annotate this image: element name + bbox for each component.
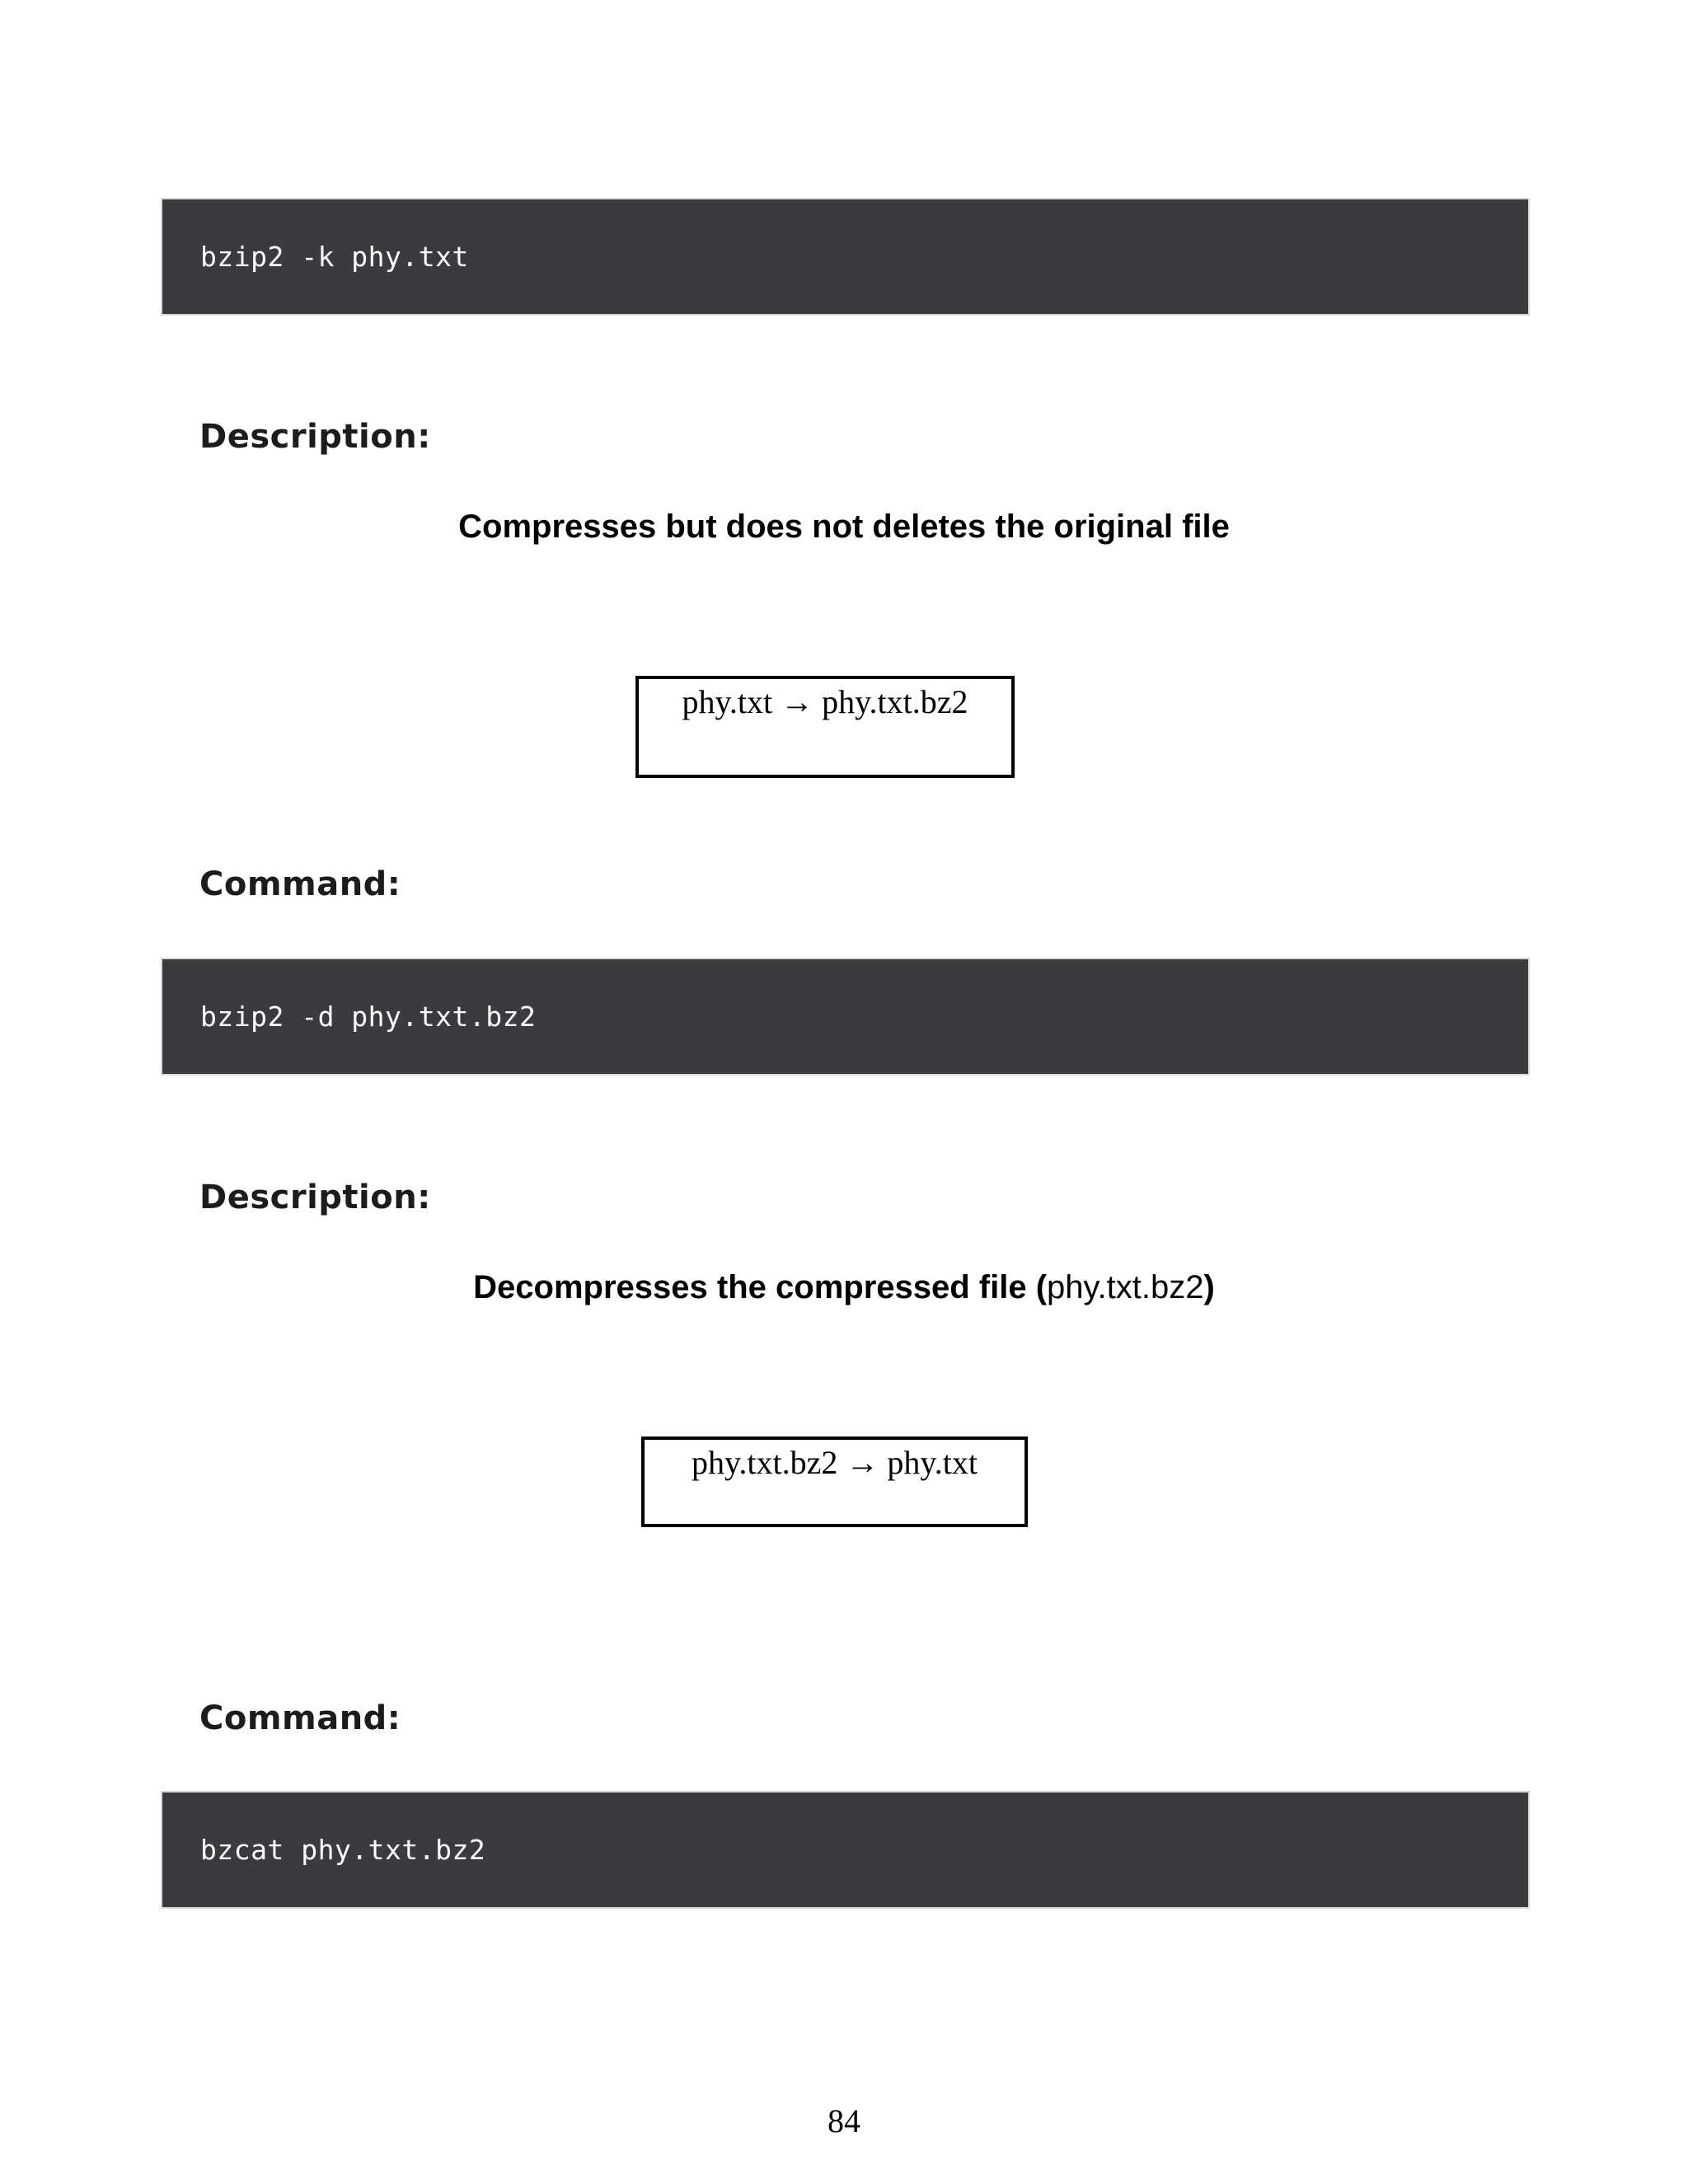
- code-block-bzcat: [161, 1791, 1530, 1909]
- command-label: Command:: [199, 1699, 401, 1737]
- description-label: Description:: [199, 1179, 431, 1216]
- description-filename: phy.txt.bz2: [1047, 1269, 1204, 1305]
- flow-text: phy.txt → phy.txt.bz2: [682, 683, 968, 720]
- flow-box-compress: [635, 676, 1015, 778]
- description-label: Description:: [199, 418, 431, 456]
- code-text: bzcat phy.txt.bz2: [200, 1834, 486, 1866]
- description-text-bold: Decompresses the compressed file (: [473, 1269, 1048, 1305]
- description-text: Compresses but does not deletes the original file: [458, 509, 1230, 545]
- command-label: Command:: [199, 865, 401, 903]
- description-text-close: ): [1203, 1269, 1215, 1305]
- code-text: bzip2 -k phy.txt: [200, 241, 469, 273]
- code-block-bzip2-keep: [161, 198, 1530, 316]
- code-block-bzip2-decompress: [161, 958, 1530, 1076]
- flow-box-decompress: [641, 1436, 1028, 1527]
- description-text: [0, 1269, 1688, 1306]
- code-text: bzip2 -d phy.txt.bz2: [200, 1001, 537, 1033]
- flow-text: phy.txt.bz2 → phy.txt: [691, 1444, 978, 1481]
- page-number: 84: [828, 2102, 860, 2139]
